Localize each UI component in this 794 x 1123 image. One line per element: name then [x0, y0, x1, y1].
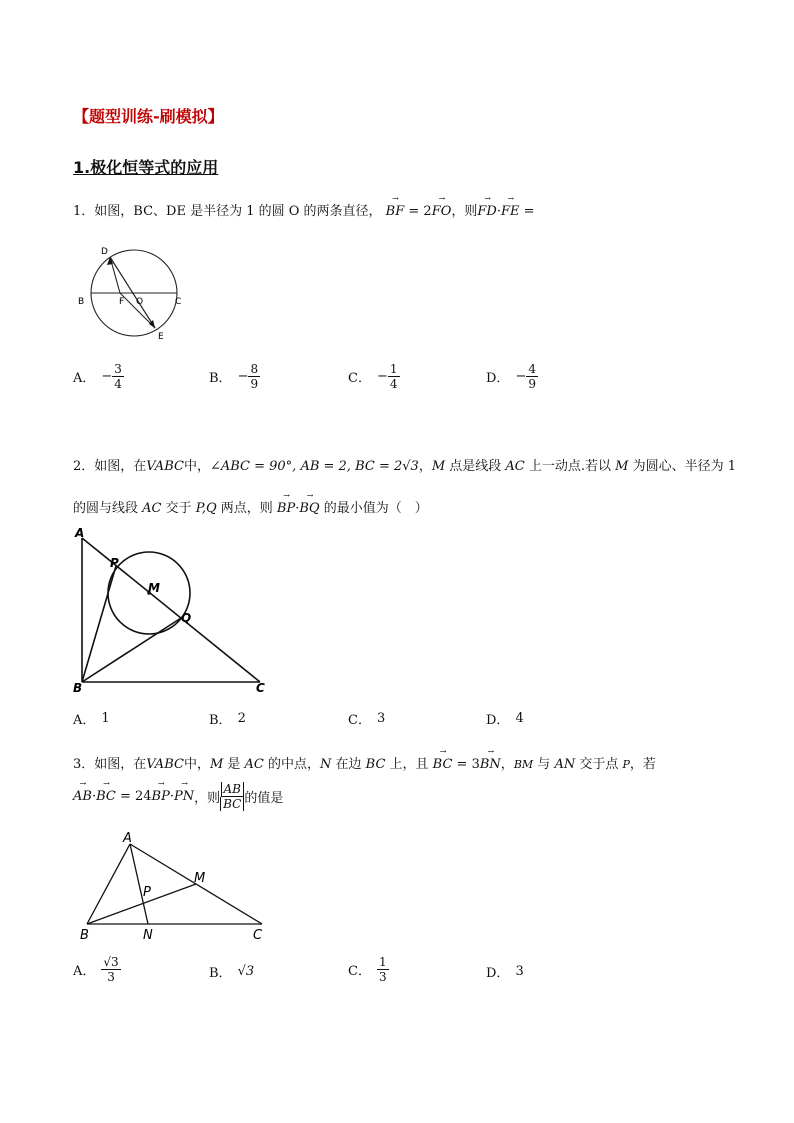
vector-fe: → FE [501, 204, 520, 219]
segment-ac: AC [505, 459, 525, 474]
label-e: E [158, 332, 164, 342]
numerator: √3 [103, 955, 119, 969]
fraction [248, 362, 260, 391]
minus-sign: − [376, 369, 388, 384]
segment-bp [82, 566, 116, 682]
option-d[interactable] [486, 362, 538, 391]
denominator: 3 [378, 970, 387, 984]
equation-fd-fe [477, 204, 519, 219]
minus-sign: − [515, 369, 527, 384]
vector-bn: → BN [480, 757, 501, 772]
text: ，则 [194, 791, 221, 806]
section-tag: 【题型训练-刷模拟】 [73, 107, 224, 126]
label-b: B [80, 928, 89, 943]
option-a[interactable] [73, 709, 110, 728]
question-2-figure [70, 525, 275, 695]
text: 的值是 [244, 791, 284, 806]
section-title: 1.极化恒等式的应用 [73, 158, 219, 177]
label-b: B [73, 681, 83, 695]
equals-three: = 3 [452, 757, 480, 772]
minus-sign: − [237, 369, 249, 384]
question-number: 1． [73, 204, 95, 219]
fraction [377, 955, 389, 984]
equation-bp-bq [277, 501, 320, 516]
dot-operator: · [169, 789, 174, 804]
segment-ac: AC [244, 757, 264, 772]
segment-ac: AC [142, 501, 162, 516]
option-label: D． [486, 966, 510, 981]
arrow-head-e [149, 320, 155, 328]
question-1-stem: 如图，BC、DE 是半径为 1 的圆 O 的两条直径， [94, 204, 382, 219]
option-b[interactable] [209, 962, 254, 981]
ratio-ab-bc [220, 782, 244, 811]
equals-sign: = [519, 204, 535, 219]
triangle-name: VABC [146, 757, 184, 772]
text: 两点，则 [216, 501, 277, 516]
option-value: 3 [376, 711, 386, 726]
equals-24: = 24 [115, 789, 152, 804]
fraction [112, 362, 124, 391]
vector-fd: → FD [477, 204, 496, 219]
vector-bc: → BC [433, 757, 453, 772]
equals-two: = 2 [404, 204, 432, 219]
option-value: √3 [237, 964, 255, 979]
numerator: 8 [250, 362, 259, 376]
point-m: M [209, 757, 224, 772]
vector-bc: → BC [96, 789, 116, 804]
vector-bp: → BP [277, 501, 295, 516]
numerator: 1 [378, 955, 387, 969]
point-m: M [615, 459, 629, 474]
fraction [101, 955, 120, 984]
text: 中， [183, 459, 210, 474]
segment-an: AN [554, 757, 576, 772]
denominator: 3 [107, 970, 115, 984]
segment-bq [82, 618, 181, 682]
text: 在边 [331, 757, 366, 772]
text: 上一动点.若以 [524, 459, 616, 474]
label-b: B [78, 297, 85, 307]
option-c[interactable] [348, 709, 385, 728]
option-label: D． [486, 713, 510, 728]
option-value: 1 [101, 711, 110, 726]
vector-bq: → BQ [299, 501, 319, 516]
segment-bm: BM [513, 758, 534, 771]
text: 点是线段 [445, 459, 506, 474]
option-d[interactable] [486, 962, 524, 981]
question-3-figure [75, 828, 275, 944]
segment-an [130, 844, 148, 924]
segment-bc: BC [365, 757, 386, 772]
segment-bm [87, 884, 196, 924]
side-ac [82, 538, 260, 682]
text: ， [418, 459, 432, 474]
label-n: N [143, 928, 153, 943]
label-o: O [136, 297, 144, 307]
label-c: C [175, 297, 182, 307]
option-value: 3 [515, 964, 524, 979]
fraction [526, 362, 538, 391]
vector-bf: → BF [386, 204, 405, 219]
minus-sign: − [101, 369, 113, 384]
option-value: 2 [237, 711, 246, 726]
option-label: C． [348, 713, 371, 728]
denominator: 9 [250, 377, 259, 391]
option-label: A． [73, 371, 96, 386]
option-c[interactable] [348, 955, 389, 984]
point-n: N [320, 757, 332, 772]
fraction [388, 362, 400, 391]
question-2-line-1 [73, 455, 736, 474]
question-2-line-2 [73, 497, 428, 516]
label-a: A [75, 526, 85, 540]
numerator: 4 [528, 362, 536, 376]
text: 中， [183, 757, 210, 772]
dot-operator: · [295, 501, 300, 516]
text: 是 [223, 757, 245, 772]
text: 的最小值为（ ） [319, 501, 428, 516]
vector-bp: → BP [152, 789, 170, 804]
label-q: Q [181, 611, 192, 625]
text: 如图，在 [94, 757, 147, 772]
option-b[interactable] [209, 709, 246, 728]
vector-pn: → PN [174, 789, 194, 804]
points-pq: P,Q [195, 501, 217, 516]
point-p: P [622, 758, 630, 771]
triangle-name: VABC [146, 459, 184, 474]
equation-ab-bc-bp-pn [73, 789, 194, 804]
numerator: AB [221, 782, 244, 797]
text: 交于 [161, 501, 196, 516]
label-m: M [148, 581, 160, 595]
label-f: F [119, 297, 125, 307]
denominator: 4 [114, 377, 122, 391]
text: 的中点， [263, 757, 321, 772]
question-1-text [73, 200, 535, 219]
option-label: C． [348, 964, 371, 979]
question-1-figure [73, 240, 203, 344]
question-number: 2． [73, 459, 95, 474]
text: 为圆心、半径为 1 [628, 459, 737, 474]
label-c: C [253, 928, 263, 943]
equation-bf-fo [386, 204, 452, 219]
dot-operator: · [496, 204, 501, 219]
label-p: P [110, 556, 119, 570]
text: ， [500, 757, 514, 772]
label-d: D [101, 247, 108, 257]
text: ，若 [629, 757, 656, 772]
label-c: C [256, 681, 265, 695]
vector-ab: → AB [73, 789, 92, 804]
question-3-line-2 [73, 782, 283, 811]
question-1-then: ，则 [451, 204, 478, 219]
numerator: 3 [114, 362, 122, 376]
label-m: M [194, 871, 206, 886]
numerator: 1 [389, 362, 398, 376]
option-label: D． [486, 371, 510, 386]
option-label: A． [73, 713, 96, 728]
condition: ∠ABC = 90°, AB = 2, BC = 2√3 [209, 459, 419, 474]
option-label: B． [209, 371, 232, 386]
text: 上，且 [385, 757, 433, 772]
option-label: B． [209, 713, 232, 728]
point-m: M [431, 459, 446, 474]
option-a[interactable] [73, 362, 124, 391]
side-ab [87, 844, 130, 924]
denominator: 9 [528, 377, 536, 391]
option-label: C． [348, 371, 371, 386]
vector-fo: → FO [432, 204, 452, 219]
label-p: P [143, 885, 151, 900]
option-label: B． [209, 966, 232, 981]
option-c[interactable] [348, 362, 400, 391]
equation-bc-bn [433, 757, 501, 772]
question-3-line-1 [73, 753, 656, 772]
denominator: 4 [389, 377, 398, 391]
question-number: 3． [73, 757, 95, 772]
option-d[interactable] [486, 709, 524, 728]
option-value: 4 [515, 711, 524, 726]
text: 交于点 [575, 757, 623, 772]
denominator: BC [220, 797, 244, 811]
text: 的圆与线段 [73, 501, 143, 516]
text: 与 [533, 757, 555, 772]
dot-operator: · [91, 789, 97, 804]
option-b[interactable] [209, 362, 260, 391]
option-a[interactable] [73, 955, 121, 984]
option-label: A． [73, 964, 96, 979]
text: 如图，在 [94, 459, 147, 474]
label-a: A [123, 831, 132, 846]
